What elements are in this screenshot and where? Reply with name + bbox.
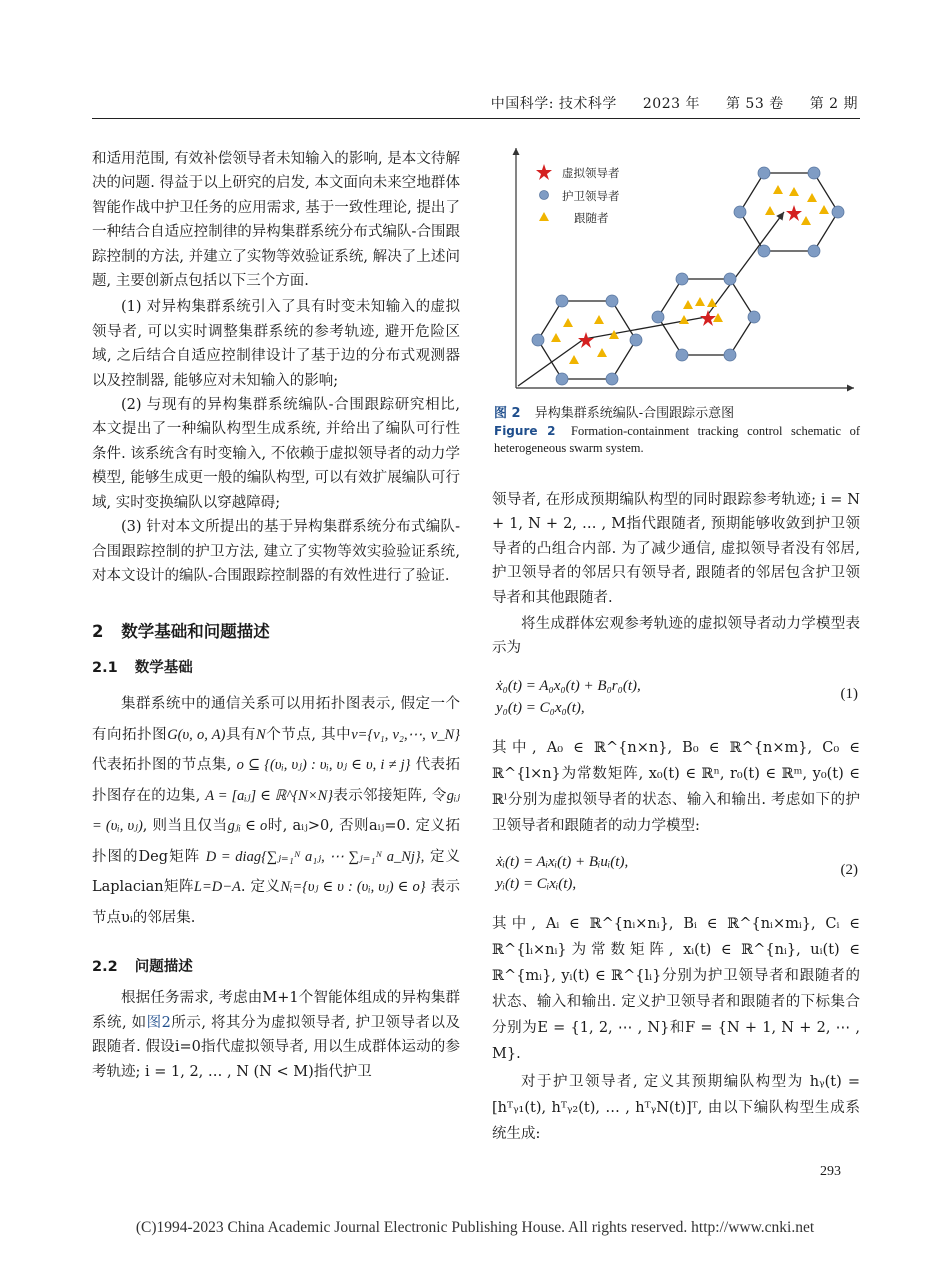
equation-2-line-2: yᵢ(t) = Cᵢxᵢ(t), <box>496 875 577 892</box>
paragraph-contribution-3: (3) 针对本文所提出的基于异构集群系统分布式编队-合围跟踪控制的护卫方法, 建立了实物等效实验验证系统, 对本文设计的编队-合围跟踪控制器的有效性进行了验证. <box>92 519 460 584</box>
graph-symbol: G(υ, o, A) <box>167 726 226 743</box>
journal-issue: 第 2 期 <box>809 96 858 112</box>
running-header <box>92 93 858 113</box>
subsection-number: 2.2 <box>92 959 118 976</box>
edge-set: o ⊆ {(υᵢ, υⱼ) : υᵢ, υⱼ ∈ υ, i ≠ j} <box>236 757 411 774</box>
caption-cn <box>494 405 860 423</box>
legend-virtual-leader: 虚拟领导者 <box>562 166 620 180</box>
formation-hexagon-3 <box>734 167 844 257</box>
adjacency-matrix: A = [aᵢⱼ] ∈ ℝ^{N×N} <box>205 787 334 804</box>
section-2-heading <box>92 618 460 642</box>
trajectory-segment <box>584 317 706 339</box>
page-number: 293 <box>820 1164 841 1179</box>
equation-1 <box>492 675 860 725</box>
journal-year: 2023 年 <box>642 96 700 112</box>
equation-1-number: (1) <box>840 685 858 702</box>
paragraph-intro-end: 和适用范围, 有效补偿领导者未知输入的影响, 是本文待解决的问题. 得益于以上研究的启发, 本文面向未来空地群体智能作战中护卫任务的应用需求, 基于一致性理论, 提出了一种结合自适应控制律的异构集群系统分布式编队-合围跟踪控制的方法, 并建立了实物等效验证系统, 解决了上述问题, 主要创新点包括以下三个方面. <box>92 151 460 290</box>
journal-name: 中国科学: 技术科学 <box>490 96 617 112</box>
legend-circle-icon <box>540 191 549 200</box>
left-column <box>92 147 460 1084</box>
section-2-1-heading <box>92 656 460 677</box>
paragraph-agents-desc: 其中, Aᵢ ∈ ℝ^{nᵢ×nᵢ}, Bᵢ ∈ ℝ^{nᵢ×mᵢ}, Cᵢ ∈ ℝ^{lᵢ×nᵢ}为常数矩阵, xᵢ(t) ∈ ℝ^{nᵢ}, uᵢ(t) ∈ ℝ^{mᵢ}, yᵢ(t) ∈ ℝ^{lᵢ}分别为护卫领导者和跟随者的状态、输入和输出. 定义护卫领导者和跟随者的下标集合分别为E = {1, 2, ⋯ , N}和F = {N + 1, N + 2, ⋯ , M}. <box>492 915 860 1062</box>
figure-2-caption <box>494 405 860 457</box>
equation-1-line-1: ẋ₀(t) = A₀x₀(t) + B₀r₀(t), <box>496 677 641 694</box>
paragraph-virtual-leader-intro: 将生成群体宏观参考轨迹的虚拟领导者动力学模型表示为 <box>492 616 860 657</box>
legend-triangle-icon <box>539 212 549 221</box>
paragraph-contribution-1: (1) 对异构集群系统引入了具有时变未知输入的虚拟领导者, 可以实时调整集群系统的参考轨迹, 避开危险区域, 之后结合自适应控制律设计了基于边的分布式观测器以及控制器, 能够应对未知输入的影响; <box>92 299 460 389</box>
equation-2 <box>492 851 860 901</box>
subsection-title: 问题描述 <box>134 959 193 976</box>
caption-en-text: Formation-containment tracking control schematic of heterogeneous swarm system. <box>494 424 860 455</box>
paragraph-virtual-leader-desc: 其中, A₀ ∈ ℝ^{n×n}, B₀ ∈ ℝ^{n×m}, C₀ ∈ ℝ^{l×n}为常数矩阵, x₀(t) ∈ ℝⁿ, r₀(t) ∈ ℝᵐ, y₀(t) ∈ ℝˡ分别为虚拟领导者的状态、输入和输出. 考虑如下的护卫领导者和跟随者的动力学模型: <box>492 739 860 834</box>
section-number: 2 <box>92 622 104 642</box>
figure-2 <box>494 140 860 400</box>
section-title: 数学基础和问题描述 <box>121 622 270 642</box>
journal-volume: 第 53 卷 <box>725 96 784 112</box>
degree-matrix: D = diag{∑ⱼ₌₁ᴺ a₁ⱼ, ⋯ ∑ⱼ₌₁ᴺ a_Nj}, <box>205 848 425 865</box>
subsection-title: 数学基础 <box>134 660 193 677</box>
trajectory-segment <box>706 212 784 317</box>
laplacian-matrix: L=D−A <box>193 879 241 896</box>
subsection-number: 2.1 <box>92 660 118 677</box>
figure-2-link[interactable]: 图2 <box>146 1014 171 1031</box>
paragraph-problem: 根据任务需求, 考虑由M+1个智能体组成的异构集群系统, 如图2所示, 将其分为虚拟领导者, 护卫领导者以及跟随者. 假设i=0指代虚拟领导者, 用以生成群体运动的参考轨迹; i = 1, 2, … , N (N < M)指代护卫 <box>92 990 460 1080</box>
paragraph-topology: 集群系统中的通信关系可以用拓扑图表示, 假定一个有向拓扑图G(υ, o, A)具有N个节点, 其中v={v₁, v₂,⋯, v_N}代表拓扑图的节点集, o ⊆ {(υᵢ, υⱼ) : υᵢ, υⱼ ∈ υ, i ≠ j} 代表拓扑图存在的边集, A = [aᵢⱼ] ∈ ℝ^{N×N}表示邻接矩阵, 令gᵢⱼ = (υᵢ, υⱼ), 则当且仅当gⱼᵢ ∈ o时, aᵢⱼ>0, 否则aᵢⱼ=0. 定义拓扑图的Deg矩阵 D = diag{∑ⱼ₌₁ᴺ a₁ⱼ, ⋯ ∑ⱼ₌₁ᴺ a_Nj}, 定义Laplacian矩阵L=D−A. 定义Nᵢ={υⱼ ∈ υ : (υᵢ, υⱼ) ∈ o} 表示节点υᵢ的邻居集. <box>92 696 461 926</box>
paragraph-roles: 领导者, 在形成预期编队构型的同时跟踪参考轨迹; i = N + 1, N + 2, … , M指代跟随者, 预期能够收敛到护卫领导者的凸组合内部. 为了减少通信, 虚拟领导者没有邻居, 护卫领导者的邻居只有领导者, 跟随者的邻居包含护卫领导者和其他跟随者. <box>492 492 860 606</box>
caption-cn-text: 异构集群系统编队-合围跟踪示意图 <box>534 406 735 421</box>
caption-en <box>494 423 860 457</box>
legend-follower: 跟随者 <box>574 211 609 225</box>
paragraph-contribution-2: (2) 与现有的异构集群系统编队-合围跟踪研究相比, 本文提出了一种编队构型生成系统, 并给出了编队可行性条件. 该系统含有时变输入, 不依赖于虚拟领导者的动力学模型, 能够生成更一般的编队构型, 可以有效扩展编队可行域, 实时变换编队以穿越障碍; <box>92 397 460 511</box>
legend-escort-leader: 护卫领导者 <box>562 189 620 203</box>
right-column <box>492 488 860 1147</box>
section-2-2-heading <box>92 955 460 976</box>
equation-1-line-2: y₀(t) = C₀x₀(t), <box>496 699 585 716</box>
node-set: v={v₁, v₂,⋯, <box>351 726 426 743</box>
formation-schematic <box>494 140 860 400</box>
neighbor-set: Nᵢ={υⱼ ∈ υ : (υᵢ, υⱼ) ∈ o} <box>280 879 426 896</box>
paragraph-formation: 对于护卫领导者, 定义其预期编队构型为 hᵧ(t) = [hᵀᵧ₁(t), hᵀᵧ₂(t), … , hᵀᵧN(t)]ᵀ, 由以下编队构型生成系统生成: <box>492 1073 860 1142</box>
formation-hexagon-1 <box>532 295 642 385</box>
caption-cn-label: 图 2 <box>494 406 521 421</box>
caption-en-label: Figure 2 <box>494 424 556 438</box>
header-rule <box>92 118 860 119</box>
legend-star-icon <box>536 164 552 180</box>
equation-2-number: (2) <box>840 861 858 878</box>
equation-2-line-1: ẋᵢ(t) = Aᵢxᵢ(t) + Bᵢuᵢ(t), <box>496 853 629 870</box>
legend <box>536 164 620 225</box>
copyright-footer: (C)1994-2023 China Academic Journal Electronic Publishing House. All rights reserved. http://www.cnki.net <box>135 1219 815 1236</box>
formation-hexagon-2 <box>652 273 760 361</box>
